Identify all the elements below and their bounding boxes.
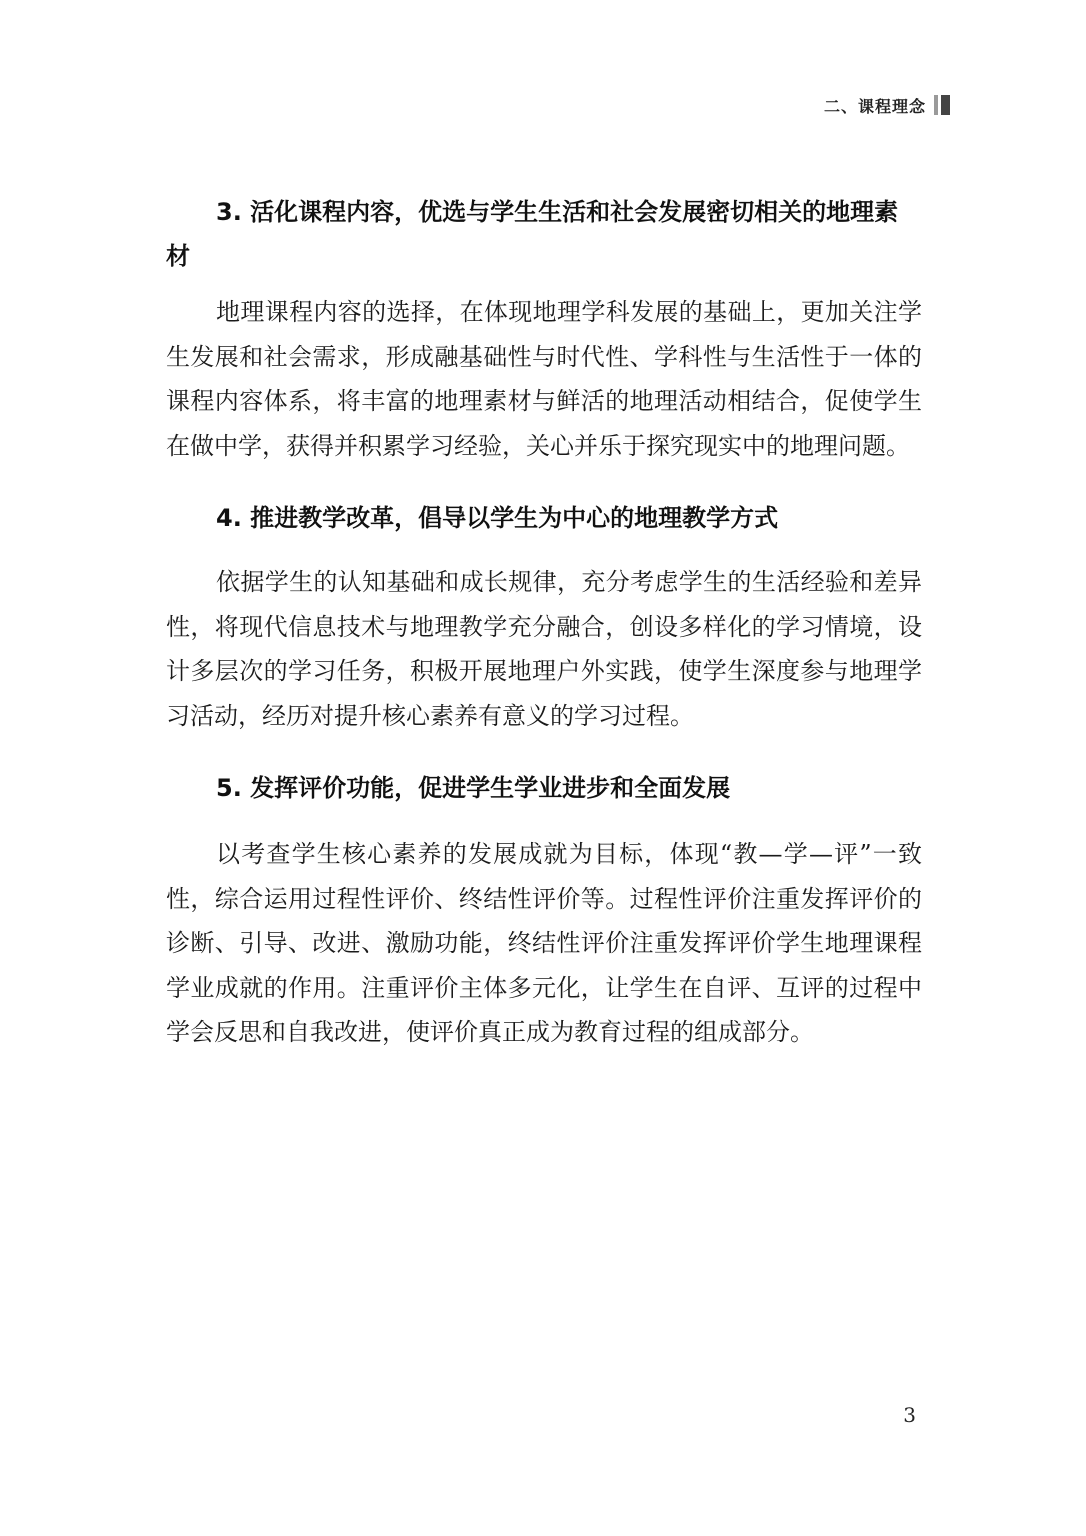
running-header-title: 二、课程理念 (823, 96, 926, 116)
section-paragraph-3: 地理课程内容的选择，在体现地理学科发展的基础上，更加关注学生发展和社会需求，形成融基础性与时代性、学科性与生活性于一体的课程内容体系，将丰富的地理素材与鲜活的地理活动相结合，促使学生在做中学，获得并积累学习经验，关心并乐于探究现实中的地理问题。 (166, 298, 922, 460)
header-bar-marker (934, 95, 950, 115)
section-heading-4: 4. 推进教学改革，倡导以学生为中心的地理教学方式 (216, 504, 779, 532)
running-header (824, 92, 950, 118)
section-paragraph-4: 依据学生的认知基础和成长规律，充分考虑学生的生活经验和差异性，将现代信息技术与地理教学充分融合，创设多样化的学习情境，设计多层次的学习任务，积极开展地理户外实践，使学生深度参与地理学习活动，经历对提升核心素养有意义的学习过程。 (166, 568, 922, 730)
header-bar-thin (934, 95, 938, 115)
page-content (166, 190, 922, 1055)
page-number: 3 (903, 1403, 916, 1427)
section-paragraph-5: 以考查学生核心素养的发展成就为目标，体现“教—学—评”一致性，综合运用过程性评价、终结性评价等。过程性评价注重发挥评价的诊断、引导、改进、激励功能，终结性评价注重发挥评价学生地理课程学业成就的作用。注重评价主体多元化，让学生在自评、互评的过程中学会反思和自我改进，使评价真正成为教育过程的组成部分。 (166, 840, 922, 1046)
section-heading-3: 3. 活化课程内容，优选与学生生活和社会发展密切相关的地理素材 (166, 198, 899, 270)
header-bar-thick (941, 95, 950, 115)
section-heading-5: 5. 发挥评价功能，促进学生学业进步和全面发展 (216, 774, 731, 802)
